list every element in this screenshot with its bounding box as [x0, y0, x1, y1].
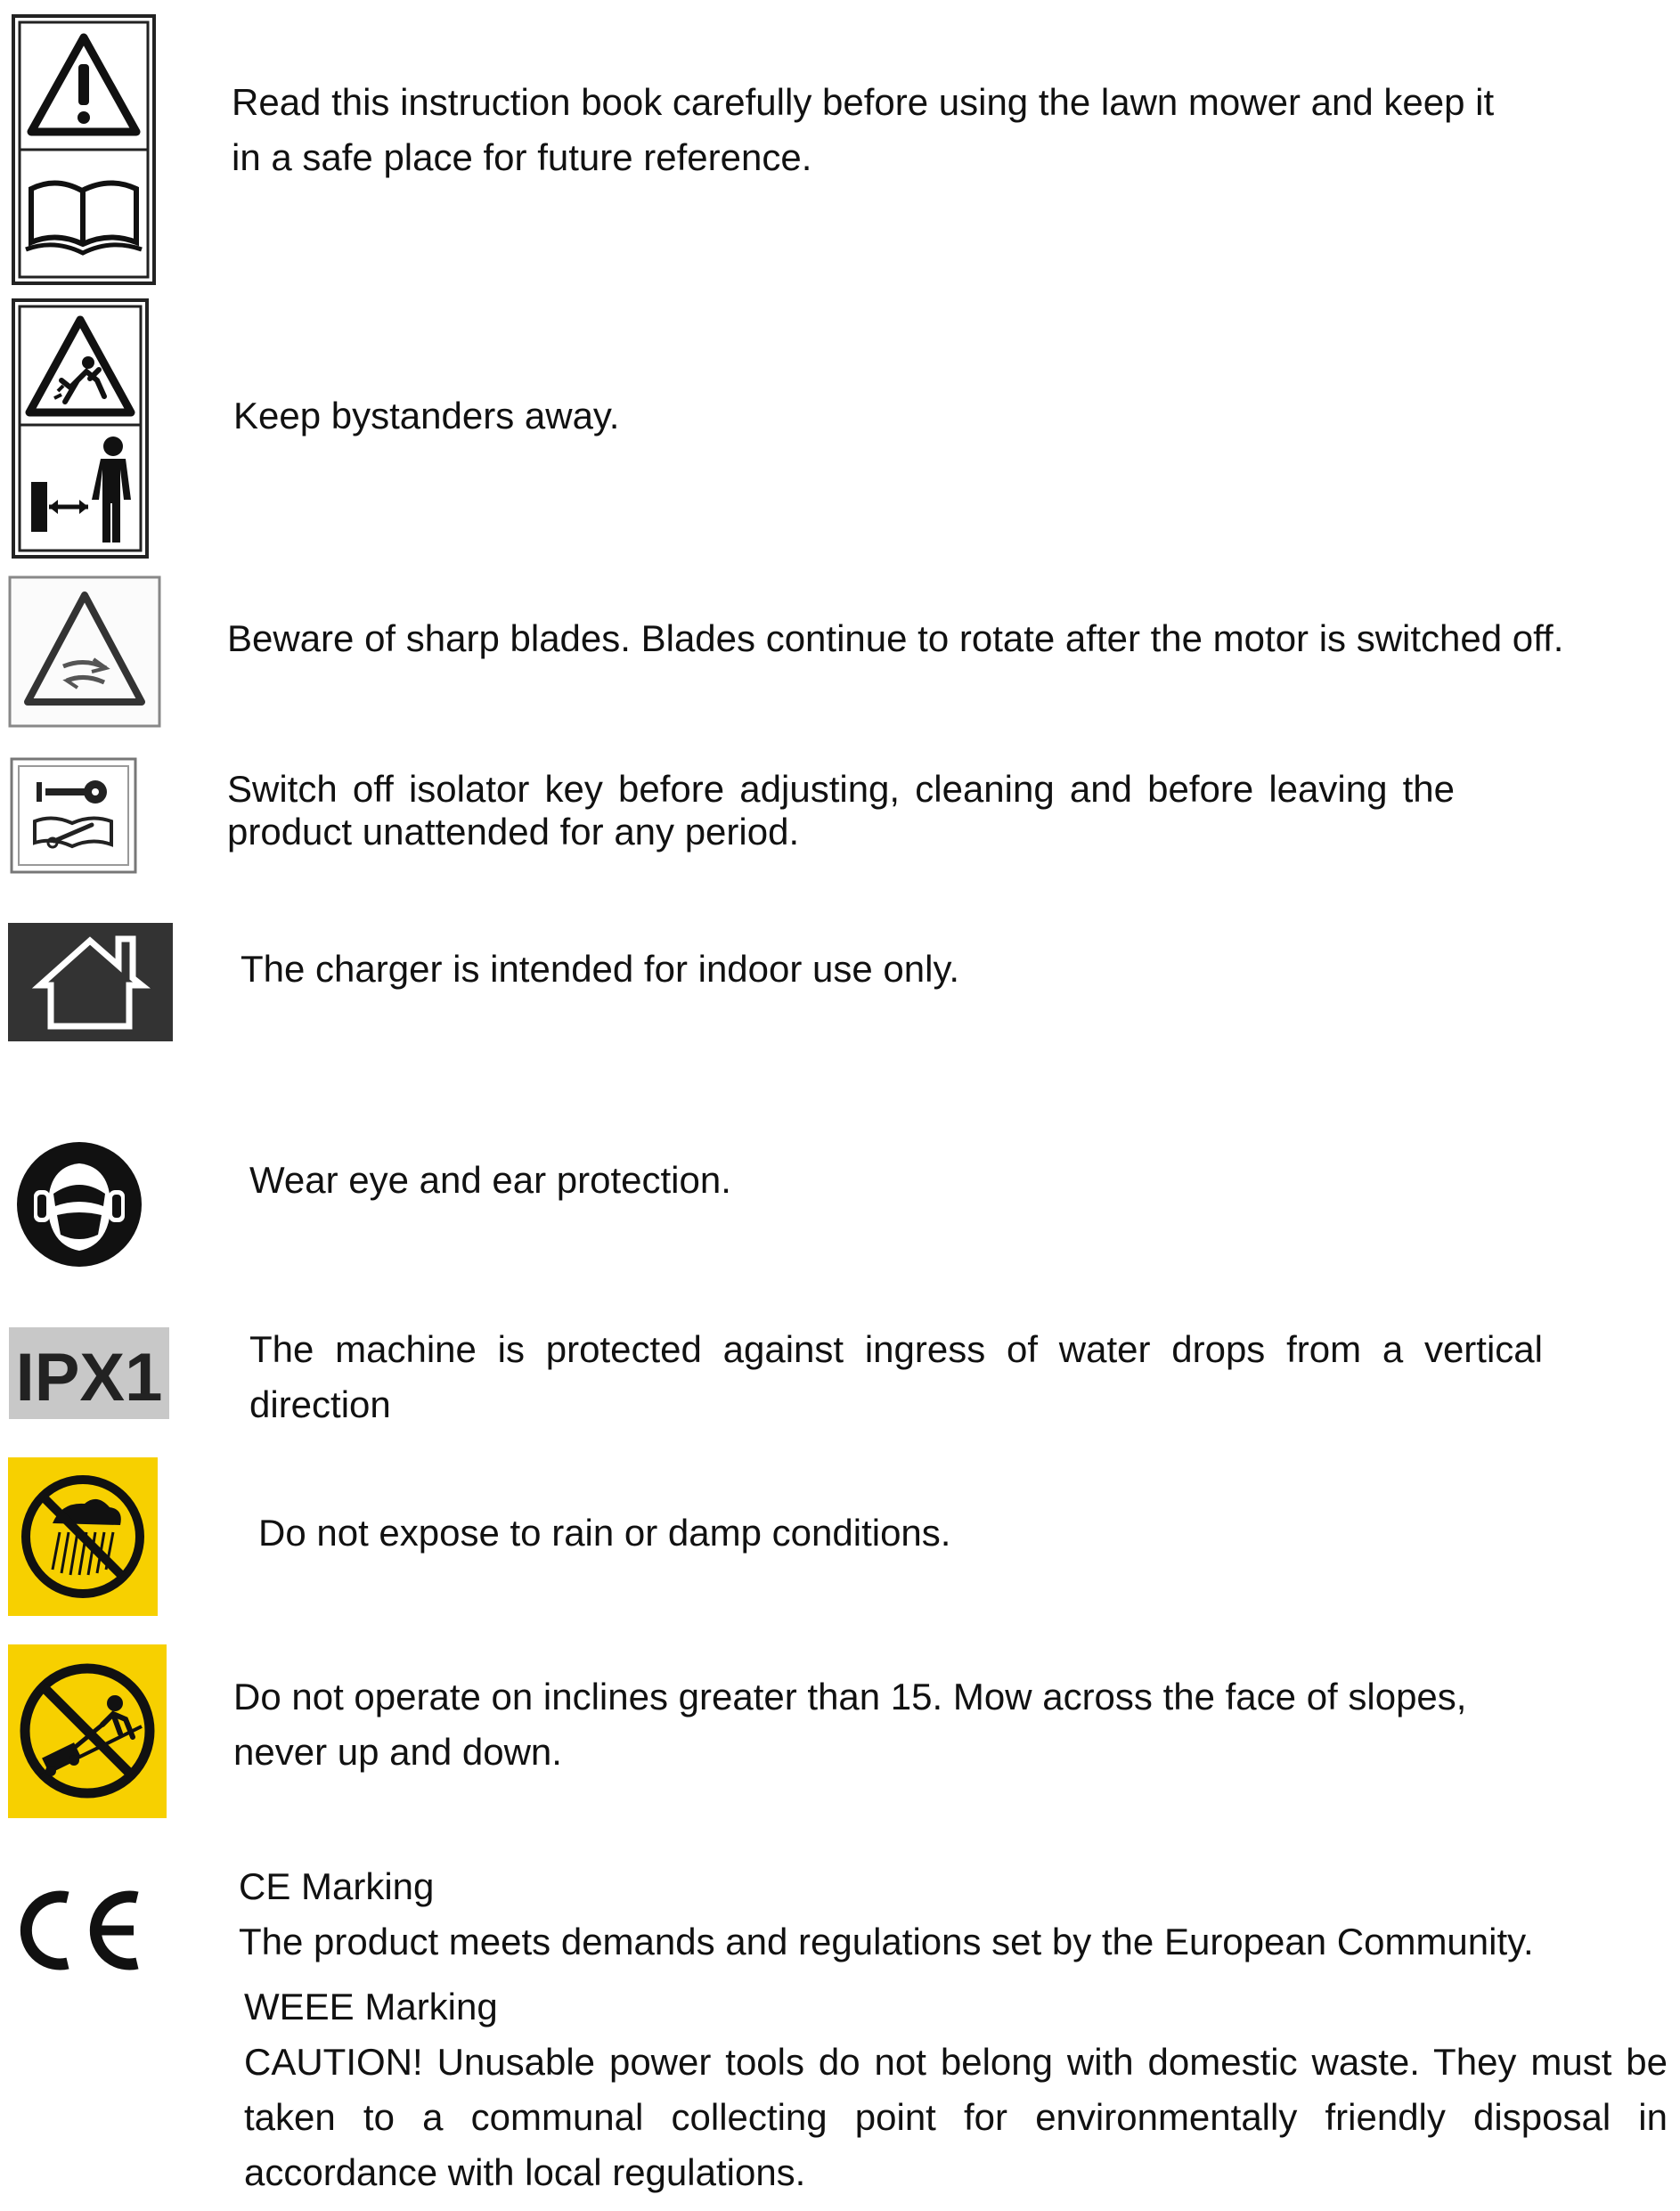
entry-text-read-manual: Read this instruction book carefully before using the lawn mower and keep it in a safe place for future reference. — [232, 81, 1495, 178]
sharp-blades-warning-icon — [8, 575, 161, 728]
ipx1-label: IPX1 — [15, 1340, 163, 1416]
isolator-key-icon — [10, 757, 137, 874]
no-rain-icon — [8, 1457, 158, 1616]
indoor-use-icon — [8, 923, 173, 1041]
ce-marking-title: CE Marking — [239, 1865, 435, 1907]
eye-ear-protection-icon — [14, 1140, 145, 1269]
entry-text-bystanders: Keep bystanders away. — [233, 395, 620, 436]
entry-text-isolator: Switch off isolator key before adjusting, cleaning and before leaving the product unattended for any period. — [227, 768, 1455, 853]
ce-mark-icon — [12, 1885, 146, 1976]
ce-marking-text: The product meets demands and regulations set by the European Community. — [239, 1921, 1534, 1962]
entry-text-blades: Beware of sharp blades. Blades continue to rotate after the motor is switched off. — [227, 617, 1564, 659]
entry-text-indoor: The charger is intended for indoor use only. — [241, 948, 960, 990]
entry-text-ipx1: The machine is protected against ingress of water drops from a vertical direction — [249, 1328, 1543, 1425]
weee-marking-text: CAUTION! Unusable power tools do not belong with domestic waste. They must be taken to a communal collecting point for environmentally friendly disposal in accordance with local regulations. — [244, 2041, 1668, 2193]
ipx1-icon — [9, 1327, 169, 1419]
no-slope-icon — [8, 1644, 167, 1818]
keep-bystanders-away-icon — [12, 298, 149, 559]
weee-marking-title: WEEE Marking — [244, 1986, 498, 2027]
entry-text-slope: Do not operate on inclines greater than 15. Mow across the face of slopes, never up and down. — [233, 1676, 1467, 1773]
entry-text-protection: Wear eye and ear protection. — [249, 1159, 731, 1201]
warning-read-manual-icon — [12, 14, 156, 285]
entry-text-rain: Do not expose to rain or damp conditions. — [258, 1512, 951, 1554]
